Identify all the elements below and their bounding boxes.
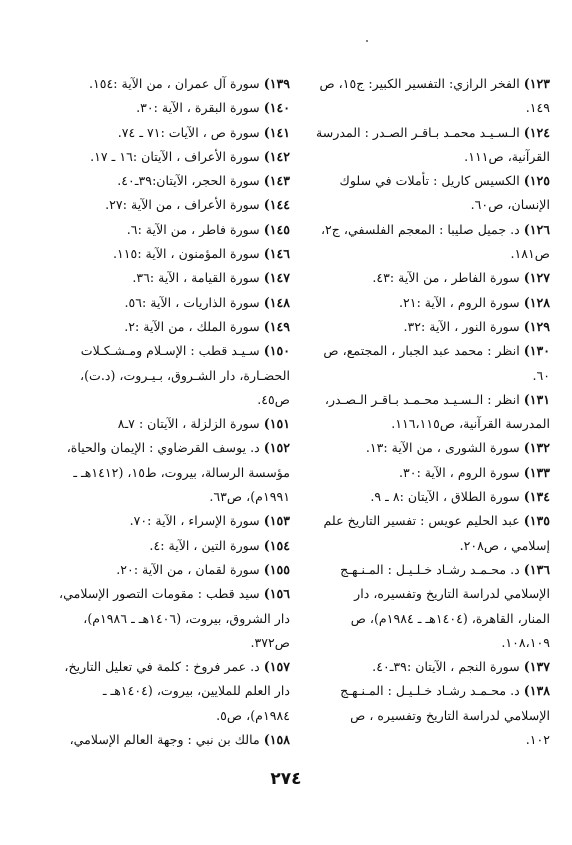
footnote-text-line: سورة الروم ، الآية :٣٠. <box>399 464 520 480</box>
footnote-text-line: المدرسة القرآنية، ص١١٦،١١٥. <box>391 416 550 432</box>
footnote-number: ١٣٩) <box>263 76 290 91</box>
footnote-entry <box>42 193 290 217</box>
footnote-number: ١٥٥) <box>263 561 290 577</box>
footnote-number: ١٢٦) <box>523 221 550 237</box>
footnote-text-line: سورة النجم ، الآيتان :٣٩ـ٤٠. <box>372 659 520 675</box>
footnote-number: ١٤٥) <box>263 221 290 237</box>
footnote-entry <box>42 728 290 752</box>
footnote-number: ١٥٧) <box>263 659 290 675</box>
footnotes-left-column <box>42 72 290 752</box>
footnote-entry <box>42 412 290 436</box>
footnote-number: ١٣١) <box>523 391 550 407</box>
footnote-entry <box>302 388 550 437</box>
footnote-text-line: دار العلم للملايين، بيروت، (١٤٠٤هـ ـ <box>102 683 290 699</box>
footnote-text-line: د. جميل صليبا : المعجم الفلسفي، ج٢، <box>320 221 520 237</box>
footnote-number: ١٥٦) <box>263 586 290 602</box>
footnote-text-line: الإسلامي لدراسة التاريخ وتفسيره، دار <box>354 586 550 602</box>
footnote-text-line: سورة الروم ، الآية :٢١. <box>399 294 520 310</box>
footnote-entry <box>302 218 550 267</box>
footnote-number: ١٤٠) <box>263 100 290 116</box>
footnote-text-line: سورة الطلاق ، الآيتان :٨ ـ ٩. <box>370 489 520 505</box>
footnote-text-line: مالك بن نبي : وجهة العالم الإسلامي، <box>69 732 260 748</box>
footnote-entry <box>42 291 290 315</box>
footnote-entry <box>42 509 290 533</box>
footnote-text-line: ص٤٥. <box>257 391 290 407</box>
footnote-entry <box>302 169 550 218</box>
footnote-text-line: سورة الإسراء ، الآية :٧٠. <box>129 513 260 529</box>
footnote-entry <box>42 339 290 412</box>
footnote-text-line: مؤسسة الرسالة، بيروت، ط١٥، (١٤١٢هـ ـ <box>73 464 290 480</box>
footnote-entry <box>302 461 550 485</box>
footnote-number: ١٤٩) <box>263 318 290 334</box>
footnote-number: ١٣٠) <box>523 343 550 359</box>
footnote-text-line: ص١٨١. <box>510 246 550 262</box>
footnote-text-line: ١٩٨٤م)، ص٥. <box>216 707 290 723</box>
footnote-number: ١٥٤) <box>263 537 290 553</box>
footnote-entry <box>42 534 290 558</box>
footnote-text-line: ١٠٨،١٠٩. <box>501 634 550 650</box>
footnote-entry <box>42 121 290 145</box>
footnote-entry <box>42 655 290 728</box>
footnote-number: ١٥١) <box>263 416 290 432</box>
footnote-entry <box>42 315 290 339</box>
footnote-text-line: سيد قطب : مقومات التصور الإسلامي، <box>59 586 260 602</box>
footnote-number: ١٢٤) <box>523 124 550 140</box>
footnote-entry <box>42 145 290 169</box>
footnote-text-line: سورة الملك ، من الآية :٢. <box>124 318 260 334</box>
footnote-text-line: ١٠٢. <box>525 732 550 748</box>
footnote-text-line: سورة الأعراف ، من الآية :٢٧. <box>105 197 260 213</box>
footnote-number: ١٣٢) <box>523 440 550 456</box>
footnote-number: ١٣٦) <box>523 561 550 577</box>
footnote-text-line: الإنسان، ص٦٠. <box>470 197 550 213</box>
footnote-text-line: سورة البقرة ، الآية :٣٠. <box>136 100 260 116</box>
footnote-number: ١٣٥) <box>523 513 550 529</box>
footnote-entry <box>42 582 290 655</box>
footnote-number: ١٢٧) <box>523 270 550 286</box>
footnote-entry <box>42 242 290 266</box>
footnote-text-line: سورة المؤمنون ، الآية :١١٥. <box>113 246 260 262</box>
footnote-number: ١٣٣) <box>523 464 550 480</box>
footnote-text-line: د. محـمـد رشـاد خـلـيـل : المـنـهـج <box>340 561 520 577</box>
footnote-entry <box>302 558 550 655</box>
footnote-text-line: انظر : الـسـيـد محـمـد بـاقـر الـصـدر، <box>324 391 520 407</box>
footnote-number: ١٣٧) <box>523 659 550 675</box>
footnote-text-line: سورة ص ، الآيات :٧١ ـ ٧٤. <box>117 124 260 140</box>
footnote-number: ١٤٨) <box>263 294 290 310</box>
footnote-entry <box>42 436 290 509</box>
footnote-text-line: الكسيس كاريل : تأملات في سلوك <box>339 173 520 189</box>
footnote-text-line: ١٩٩١م)، ص٦٣. <box>209 489 290 505</box>
footnote-number: ١٤٧) <box>263 270 290 286</box>
footnote-number: ١٤٢) <box>263 148 290 164</box>
footnote-entry <box>42 169 290 193</box>
footnote-text-line: سورة الشورى ، من الآية :١٣. <box>365 440 520 456</box>
footnote-number: ١٥٠) <box>263 343 290 359</box>
footnote-text-line: سـيـد قطب : الإسـلام ومـشـكـلات <box>80 343 260 359</box>
footnote-text-line: ص٣٧٢. <box>250 634 290 650</box>
footnote-text-line: الحضـارة، دار الشـروق، بـيـروت، (د.ت)، <box>80 367 290 383</box>
footnote-number: ١٥٨) <box>263 732 290 748</box>
footnote-text-line: سورة القيامة ، الآية :٣٦. <box>132 270 260 286</box>
footnote-text-line: سورة التين ، الآية :٤. <box>149 537 260 553</box>
footnote-text-line: ٦٠. <box>532 367 550 383</box>
page-number: ٢٧٤ <box>270 769 302 789</box>
footnote-entry <box>302 509 550 558</box>
footnote-text-line: سورة آل عمران ، من الآية :١٥٤. <box>88 76 260 91</box>
footnote-number: ١٤٦) <box>263 246 290 262</box>
footnote-entry <box>302 339 550 388</box>
footnote-text-line: إسلامي ، ص٢٠٨. <box>459 537 550 553</box>
footnote-entry <box>302 72 550 121</box>
footnotes-right-column <box>302 72 550 752</box>
footnote-number: ١٣٤) <box>523 489 550 505</box>
footnote-entry <box>302 121 550 170</box>
footnote-text-line: سورة لقمان ، من الآية :٢٠. <box>116 561 260 577</box>
footnote-text-line: د. محـمـد رشـاد خـلـيـل : المـنـهـج <box>340 683 520 699</box>
footnote-entry <box>42 72 290 96</box>
footnote-entry <box>42 218 290 242</box>
footnote-text-line: الإسلامي لدراسة التاريخ وتفسيره ، ص <box>350 707 550 723</box>
footnote-text-line: المنار، القاهرة، (١٤٠٤هـ ـ ١٩٨٤م)، ص <box>350 610 550 626</box>
footnote-number: ١٥٢) <box>263 440 290 456</box>
footnote-entry <box>302 315 550 339</box>
footnote-text-line: سورة الفاطر ، من الآية :٤٣. <box>372 270 520 286</box>
footnote-number: ١٣٨) <box>523 683 550 699</box>
footnote-entry <box>302 485 550 509</box>
footnote-text-line: الـسـيـد محمـد بـاقـر الصـدر : المدرسة <box>316 124 520 140</box>
footnote-text-line: ١٤٩. <box>525 100 550 116</box>
footnote-number: ١٢٨) <box>523 294 550 310</box>
footnote-text-line: سورة الأعراف ، الآيتان :١٦ ـ ١٧. <box>90 148 260 164</box>
footnote-entry <box>302 679 550 752</box>
footnote-entry <box>302 266 550 290</box>
footnote-text-line: دار الشروق، بيروت، (١٤٠٦هـ ـ ١٩٨٦م)، <box>83 610 290 626</box>
footnote-number: ١٤٤) <box>263 197 290 213</box>
footnote-entry <box>42 96 290 120</box>
footnote-text-line: الفخر الرازي: التفسير الكبير: ج١٥، ص <box>319 76 520 91</box>
footnote-text-line: د. عمر فروخ : كلمة في تعليل التاريخ، <box>64 659 260 675</box>
footnote-text-line: انظر : محمد عبد الجبار ، المجتمع، ص <box>323 343 520 359</box>
footnote-number: ١٢٣) <box>523 76 550 91</box>
footnote-entry <box>42 266 290 290</box>
footnote-number: ١٢٥) <box>523 173 550 189</box>
footnote-text-line: عبد الحليم عويس : تفسير التاريخ علم <box>323 513 520 529</box>
footnote-text-line: سورة الزلزلة ، الآيتان : ٧ـ٨ <box>117 416 260 432</box>
footnote-text-line: سورة الذاريات ، الآية :٥٦. <box>124 294 260 310</box>
footnote-entry <box>302 291 550 315</box>
footnote-text-line: د. يوسف القرضاوي : الإيمان والحياة، <box>66 440 260 456</box>
footnote-text-line: القرآنية، ص١١١. <box>464 148 550 164</box>
footnote-text-line: سورة فاطر ، من الآية :٦. <box>126 221 260 237</box>
footnote-entry <box>42 558 290 582</box>
footnote-number: ١٤٣) <box>263 173 290 189</box>
footnote-number: ١٥٣) <box>263 513 290 529</box>
footnote-entry <box>302 655 550 679</box>
footnote-text-line: سورة النور ، الآية :٣٢. <box>403 318 520 334</box>
footnote-number: ١٤١) <box>263 124 290 140</box>
footnote-text-line: سورة الحجر، الآيتان:٣٩ـ٤٠. <box>117 173 260 189</box>
footnote-number: ١٢٩) <box>523 318 550 334</box>
page-speck <box>366 40 368 42</box>
footnote-entry <box>302 436 550 460</box>
